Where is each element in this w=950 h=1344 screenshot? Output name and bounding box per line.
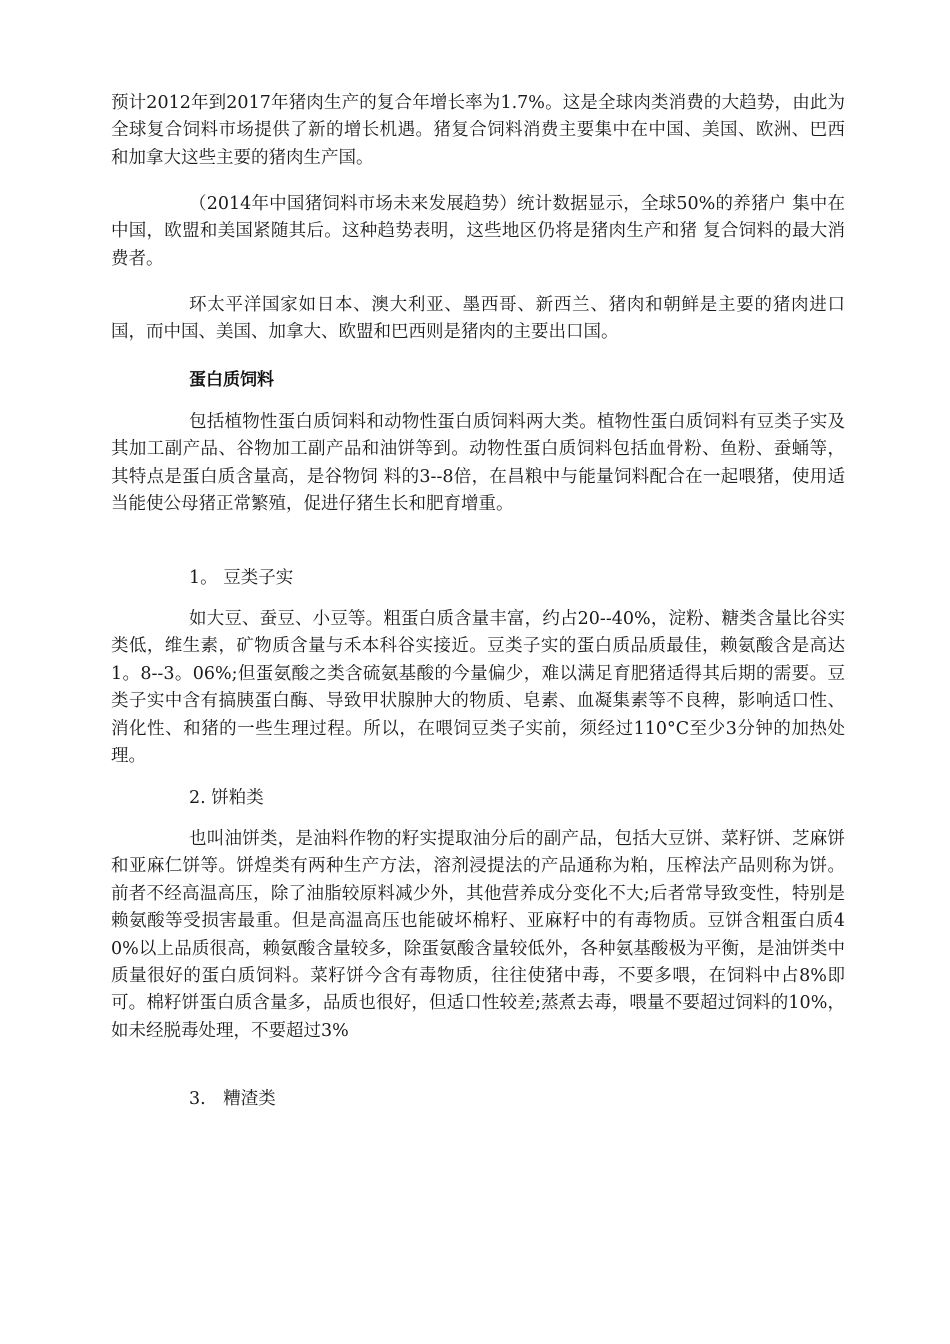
subheading-oil-cakes: 2. 饼粕类 [189,788,264,808]
heading-protein-feed: 蛋白质饲料 [189,370,274,390]
subheading-legume-seeds: 1。 豆类子实 [189,568,294,588]
paragraph-import-export: 环太平洋国家如日本、澳大利亚、墨西哥、新西兰、猪肉和朝鲜是主要的猪肉进口国，而中国、美国、加拿大、欧盟和巴西则是猪肉的主要出口国。 [111,295,845,343]
paragraph-pork-growth: 预计2012年到2017年猪肉生产的复合年增长率为1.7%。这是全球肉类消费的大趋势，由此为全球复合饲料市场提供了新的增长机遇。猪复合饲料消费主要集中在中国、美国、欧洲、巴西和加拿大这些主要的猪肉生产国。 [111,93,845,168]
paragraph-legume-seeds: 如大豆、蚕豆、小豆等。粗蛋白质含量丰富，约占20--40%，淀粉、糖类含量比谷实类低，维生素，矿物质含量与禾本科谷实接近。豆类子实的蛋白质品质最佳，赖氨酸含是高达1。8--3。06%;但蛋氨酸之类含硫氨基酸的今量偏少，难以满足育肥猪适得其后期的需要。豆类子实中含有搞胰蛋白酶、导致甲状腺肿大的物质、皂素、血凝集素等不良稗，影响适口性、消化性、和猪的一些生理过程。所以，在喂饲豆类子实前，须经过110°C至少3分钟的加热处理。 [111,609,845,767]
paragraph-protein-feed: 包括植物性蛋白质饲料和动物性蛋白质饲料两大类。植物性蛋白质饲料有豆类子实及其加工副产品、谷物加工副产品和油饼等到。动物性蛋白质饲料包括血骨粉、鱼粉、蚕蛹等，其特点是蛋白质含量高，是谷物饲 料的3--8倍，在昌粮中与能量饲料配合在一起喂猪，使用适当能使公母猪正常繁殖，促进仔猪生长和肥育增重。 [111,412,845,515]
subheading-distillers-grains: 3. 糟渣类 [189,1089,276,1109]
paragraph-oil-cakes: 也叫油饼类，是油料作物的籽实提取油分后的副产品，包括大豆饼、菜籽饼、芝麻饼和亚麻仁饼等。饼煌类有两种生产方法，溶剂浸提法的产品通称为粕，压榨法产品则称为饼。前者不经高温高压，除了油脂较原料减少外，其他营养成分变化不大;后者常导致变性，特别是赖氨酸等受损害最重。但是高温高压也能破坏棉籽、亚麻籽中的有毒物质。豆饼含粗蛋白质40%以上品质很高，赖氨酸含量较多，除蛋氨酸含量较低外，各种氨基酸极为平衡，是油饼类中质量很好的蛋白质饲料。菜籽饼今含有毒物质，往往使猪中毒，不要多喂，在饲料中占8%即可。棉籽饼蛋白质含量多，品质也很好，但适口性较差;蒸煮去毒，喂量不要超过饲料的10%，如未经脱毒处理，不要超过3% [111,829,845,1041]
paragraph-statistics: （2014年中国猪饲料市场未来发展趋势）统计数据显示，全球50%的养猪户 集中在中国，欧盟和美国紧随其后。这种趋势表明，这些地区仍将是猪肉生产和猪 复合饲料的最大消费者。 [111,194,845,269]
